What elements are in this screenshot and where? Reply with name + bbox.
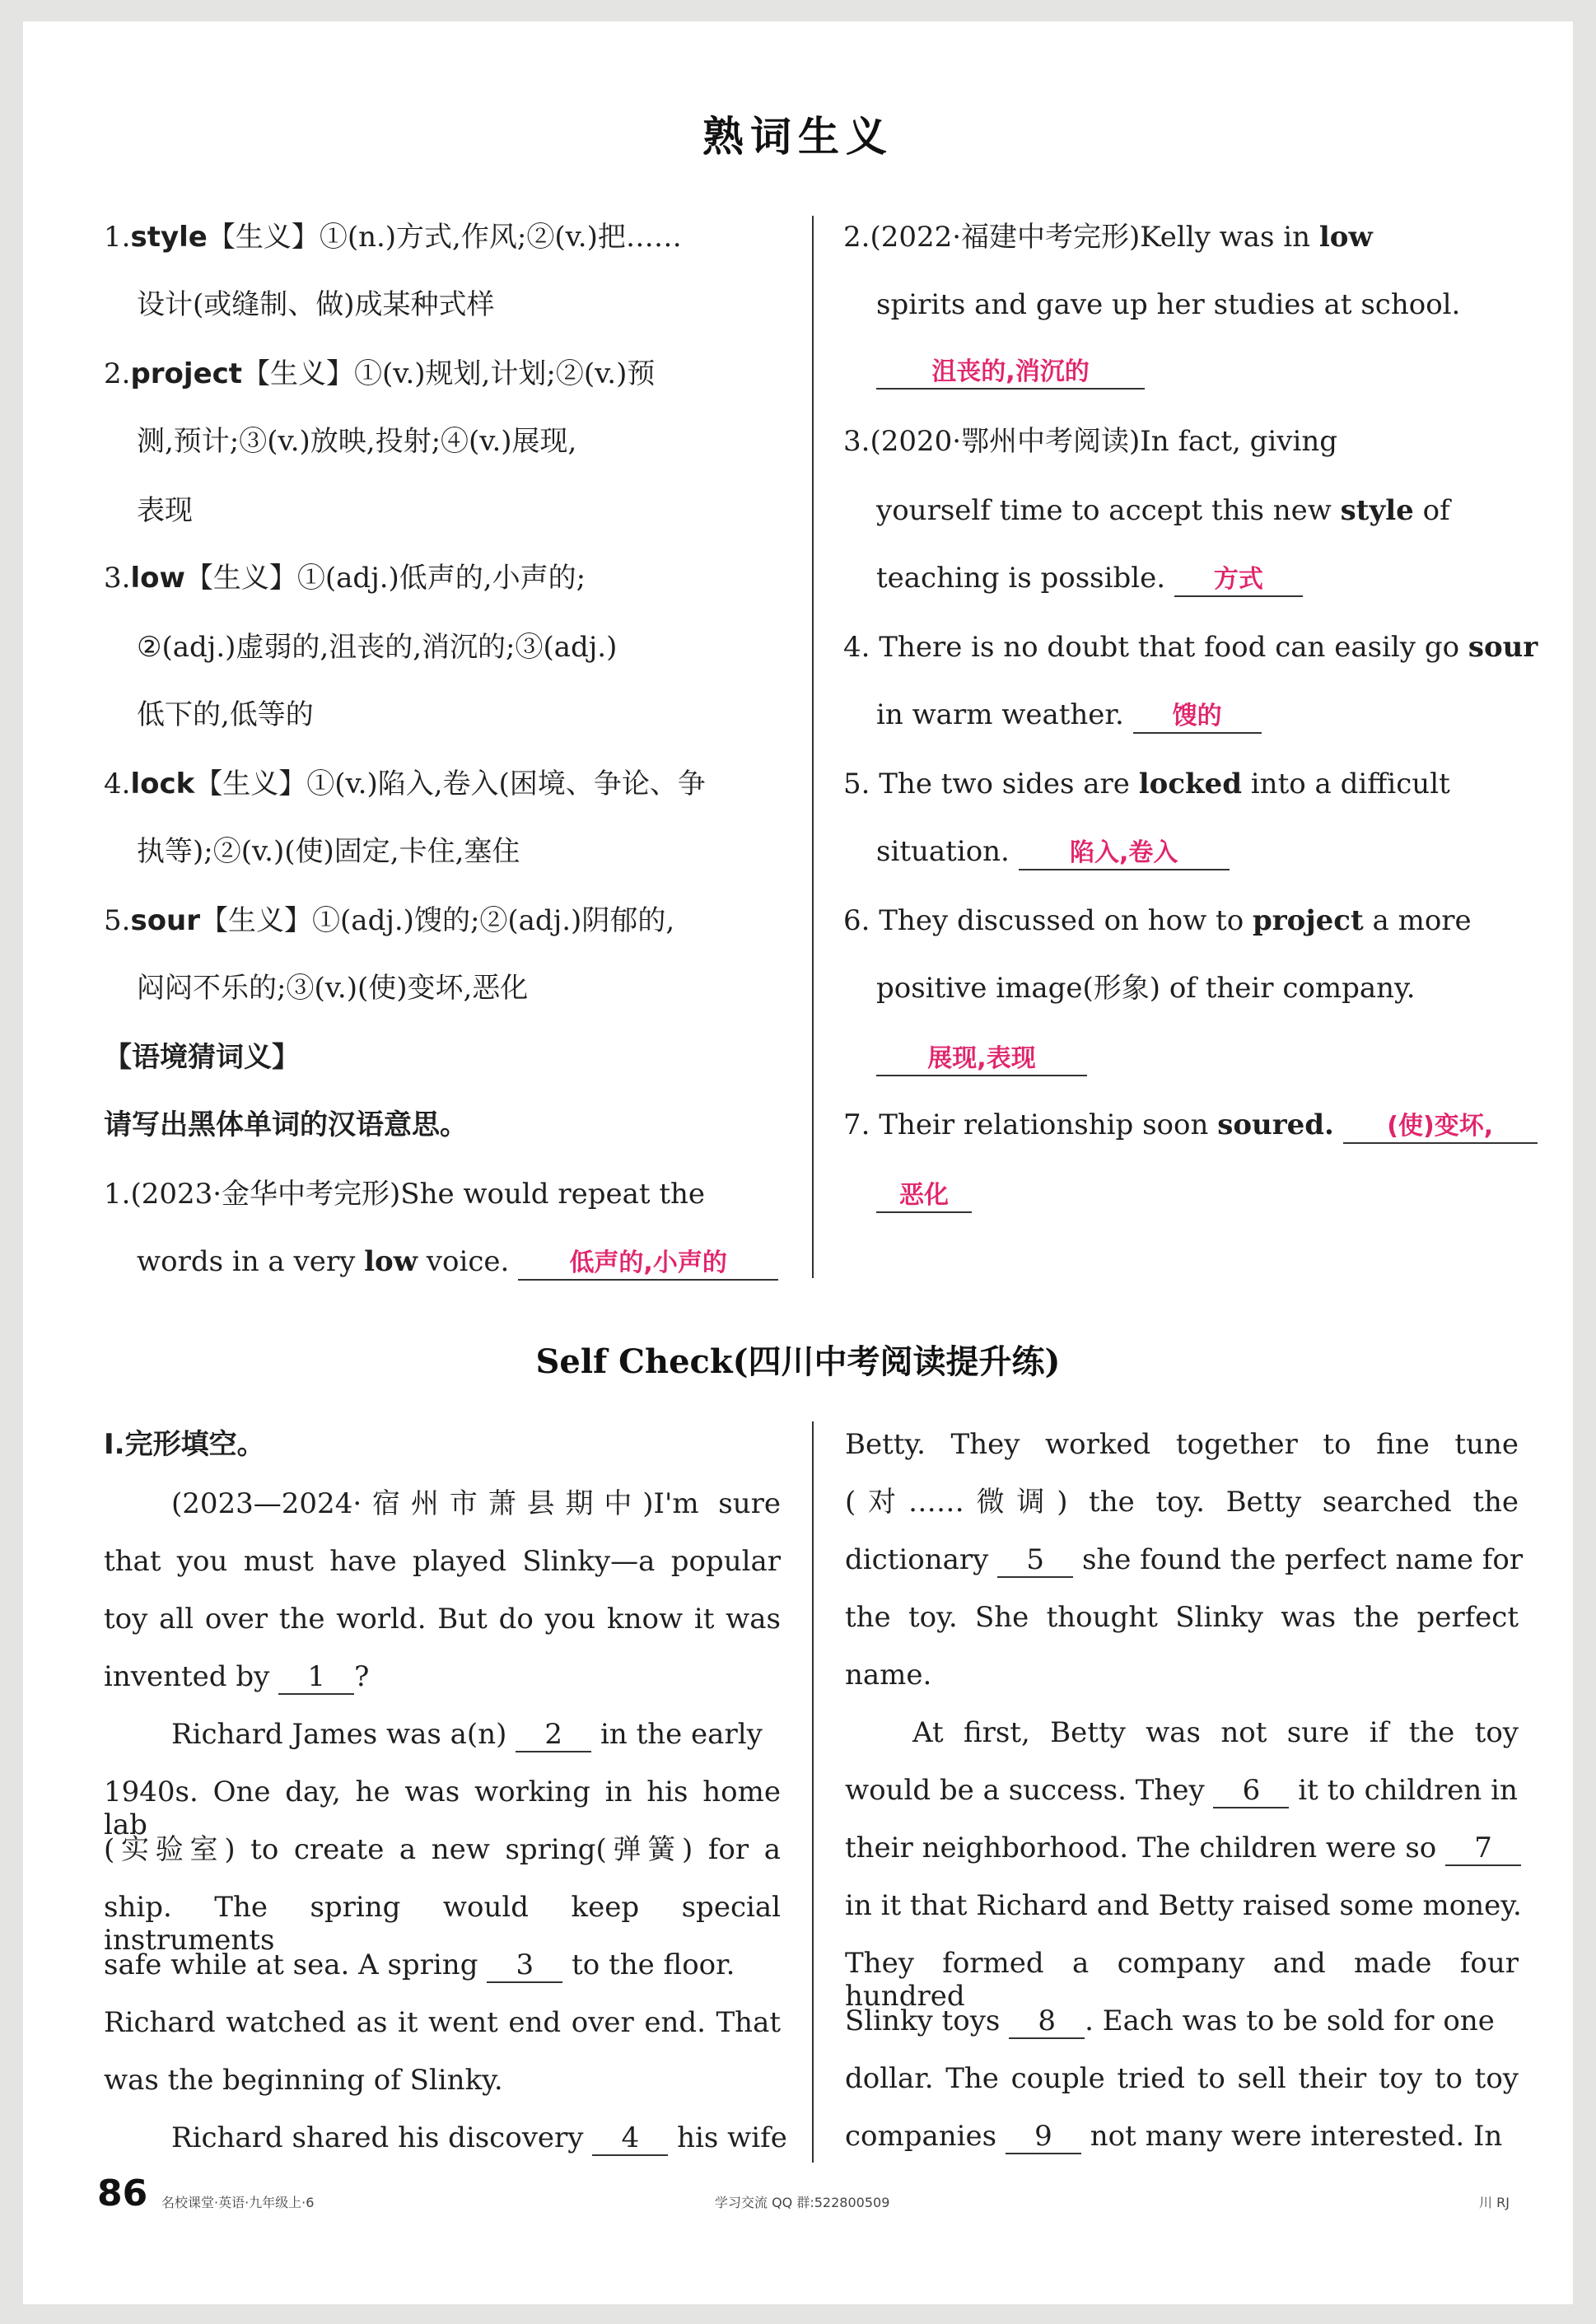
- question-3-line-3: teaching is possible. 方式: [876, 562, 1303, 597]
- passage-right-7: would be a success. They 6 it to children in: [845, 1774, 1518, 1807]
- passage-left-4: invented by 1 ?: [104, 1660, 370, 1693]
- passage-left-1: (2023—2024·宿州市萧县期中)I'm sure: [171, 1487, 781, 1520]
- entry-1-line-1: 1.style【生义】①(n.)方式,作风;②(v.)把……: [104, 221, 682, 254]
- passage-left-10: Richard watched as it went end over end. That: [104, 2006, 781, 2039]
- answer-7b: 恶化: [876, 1180, 972, 1213]
- entry-3-line-1: 3.low【生义】①(adj.)低声的,小声的;: [104, 562, 586, 595]
- question-5-line-2: situation. 陷入,卷入: [876, 835, 1230, 870]
- passage-right-6: At first, Betty was not sure if the toy: [912, 1716, 1519, 1749]
- context-heading: 【语境猜词义】: [104, 1041, 300, 1074]
- entry-2-line-2: 测,预计;③(v.)放映,投射;④(v.)展现,: [137, 425, 577, 458]
- answer-6: 展现,表现: [876, 1043, 1087, 1076]
- blank-9[interactable]: 9: [1006, 2120, 1081, 2154]
- passage-right-5: name.: [845, 1659, 932, 1692]
- entry-5-line-2: 闷闷不乐的;③(v.)(使)变坏,恶化: [137, 972, 529, 1005]
- entry-2-line-3: 表现: [137, 494, 193, 527]
- passage-right-4: the toy. She thought Slinky was the perfect: [845, 1601, 1519, 1634]
- passage-left-5: Richard James was a(n) 2 in the early: [171, 1718, 763, 1751]
- blank-7[interactable]: 7: [1445, 1832, 1521, 1866]
- answer-4: 馊的: [1133, 701, 1262, 734]
- question-4-line-1: 4. There is no doubt that food can easily go sour: [843, 631, 1538, 664]
- footer-book: 名校课堂·英语·九年级上·6: [161, 2195, 315, 2210]
- question-2-line-2: spirits and gave up her studies at school.: [876, 288, 1461, 321]
- footer-qq: 学习交流 QQ 群:522800509: [715, 2195, 890, 2210]
- blank-8[interactable]: 8: [1009, 2004, 1085, 2039]
- passage-left-8: ship. The spring would keep special instruments: [104, 1891, 781, 1957]
- question-7-line-1: 7. Their relationship soon soured. (使)变坏,: [843, 1108, 1538, 1144]
- answer-5: 陷入,卷入: [1019, 838, 1230, 870]
- question-6-answer-line: [876, 1041, 1087, 1076]
- footer-edition: 川 RJ: [1479, 2195, 1510, 2210]
- blank-3[interactable]: 3: [487, 1948, 562, 1983]
- question-1-line-2: words in a very low voice. 低声的,小声的: [137, 1245, 778, 1281]
- blank-4[interactable]: 4: [592, 2121, 668, 2156]
- question-6-line-1: 6. They discussed on how to project a more: [843, 904, 1472, 937]
- passage-left-3: toy all over the world. But do you know it was: [104, 1603, 781, 1636]
- passage-left-2: that you must have played Slinky—a popular: [104, 1545, 781, 1578]
- passage-right-13: companies 9 not many were interested. In: [845, 2120, 1503, 2153]
- entry-2-line-1: 2.project【生义】①(v.)规划,计划;②(v.)预: [104, 357, 656, 390]
- passage-right-8: their neighborhood. The children were so 7: [845, 1832, 1521, 1866]
- question-5-line-1: 5. The two sides are locked into a difficult: [843, 768, 1450, 800]
- column-divider-top: [812, 216, 814, 1278]
- blank-1[interactable]: 1: [278, 1660, 354, 1695]
- blank-6[interactable]: 6: [1213, 1774, 1289, 1808]
- question-2-line-1: 2.(2022·福建中考完形)Kelly was in low: [843, 221, 1373, 254]
- passage-right-10: They formed a company and made four hundred: [845, 1947, 1519, 2013]
- question-3-line-2: yourself time to accept this new style of: [876, 494, 1450, 527]
- answer-1: 低声的,小声的: [518, 1248, 778, 1281]
- blank-5[interactable]: 5: [997, 1543, 1073, 1578]
- passage-left-12: Richard shared his discovery 4 his wife: [171, 2121, 787, 2154]
- entry-4-line-1: 4.lock【生义】①(v.)陷入,卷入(困境、争论、争: [104, 768, 706, 800]
- question-1-line-1: 1.(2023·金华中考完形)She would repeat the: [104, 1178, 706, 1211]
- instruction: 请写出黑体单词的汉语意思。: [104, 1108, 468, 1141]
- passage-right-2: (对……微调) the toy. Betty searched the: [845, 1486, 1519, 1519]
- question-3-line-1: 3.(2020·鄂州中考阅读)In fact, giving: [843, 425, 1337, 458]
- entry-4-line-2: 执等);②(v.)(使)固定,卡住,塞住: [137, 835, 520, 868]
- question-6-line-2: positive image(形象) of their company.: [876, 972, 1416, 1005]
- part-heading: Ⅰ.完形填空。: [104, 1428, 265, 1461]
- blank-2[interactable]: 2: [516, 1718, 591, 1752]
- passage-left-6: 1940s. One day, he was working in his home lab: [104, 1776, 781, 1841]
- entry-1-line-2: 设计(或缝制、做)成某种式样: [137, 288, 495, 321]
- self-check-title: Self Check(四川中考阅读提升练): [535, 1342, 1061, 1381]
- question-7-line-2: [876, 1178, 972, 1213]
- question-4-line-2: in warm weather. 馊的: [876, 698, 1262, 734]
- entry-5-line-1: 5.sour【生义】①(adj.)馊的;②(adj.)阴郁的,: [104, 904, 675, 937]
- answer-2: 沮丧的,消沉的: [876, 357, 1145, 390]
- answer-3: 方式: [1174, 564, 1303, 597]
- passage-right-11: Slinky toys 8 . Each was to be sold for one: [845, 2004, 1495, 2037]
- passage-right-3: dictionary 5 she found the perfect name for: [845, 1543, 1524, 1576]
- page-number: 86: [97, 2172, 148, 2214]
- answer-7a: (使)变坏,: [1343, 1111, 1538, 1144]
- entry-3-line-3: 低下的,低等的: [137, 698, 314, 731]
- column-divider-bottom: [812, 1421, 814, 2163]
- entry-3-line-2: ②(adj.)虚弱的,沮丧的,消沉的;③(adj.): [137, 631, 618, 664]
- passage-right-9: in it that Richard and Betty raised some money.: [845, 1889, 1522, 1922]
- section-title-shuci: 熟词生义: [702, 113, 894, 161]
- passage-right-12: dollar. The couple tried to sell their toy to toy: [845, 2062, 1519, 2095]
- passage-left-11: was the beginning of Slinky.: [104, 2064, 503, 2097]
- passage-left-7: (实验室) to create a new spring(弹簧) for a: [104, 1833, 781, 1866]
- question-2-answer-line: [876, 354, 1145, 390]
- passage-right-1: Betty. They worked together to fine tune: [845, 1428, 1519, 1461]
- passage-left-9: safe while at sea. A spring 3 to the floor.: [104, 1948, 735, 1981]
